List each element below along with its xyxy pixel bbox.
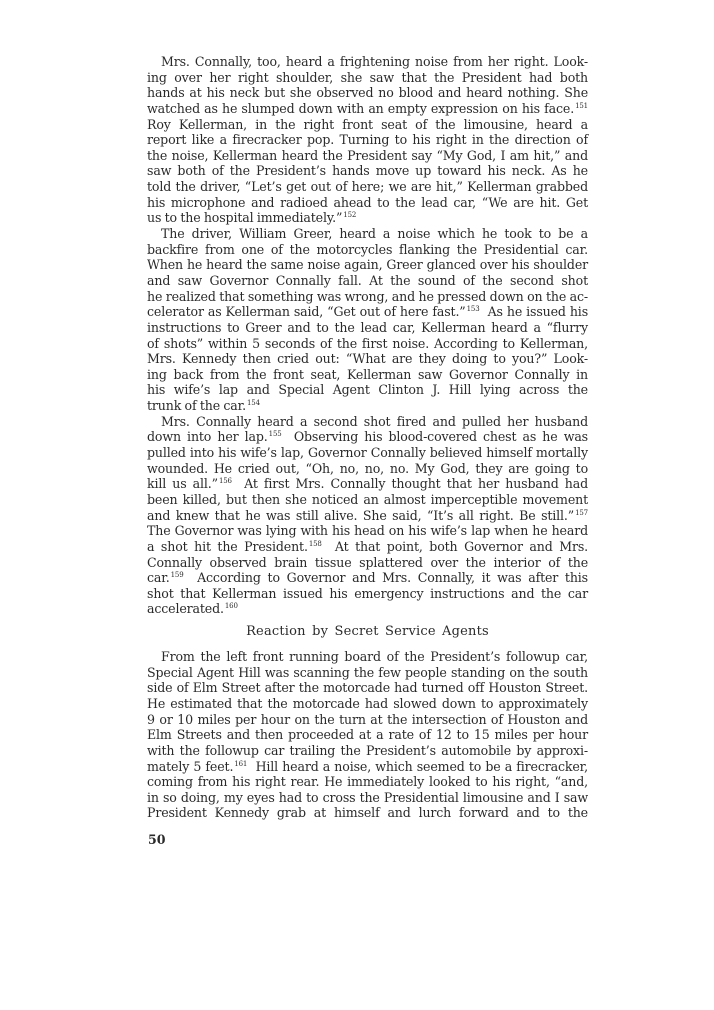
footnote-marker: 156 [218, 477, 232, 486]
text-line: his wife’s lap and Special Agent Clinton J. Hill lying across the [147, 382, 588, 398]
footnote-marker: 153 [466, 305, 480, 314]
text-line: with the followup car trailing the President’s automobile by approxi- [147, 742, 588, 758]
footnote-marker: 160 [224, 602, 238, 611]
paragraph-agent-hill [147, 649, 588, 821]
text-line: a shot hit the President.$^{158}$ At that point, both Governor and Mrs. [147, 538, 588, 554]
text-line: hands at his neck but she observed no blood and heard nothing. She [147, 85, 588, 101]
text-line: wounded. He cried out, “Oh, no, no, no. My God, they are going to [147, 460, 588, 476]
text-line: celerator as Kellerman said, “Get out of here fast.”$^{153}$ As he issued his [147, 304, 589, 320]
text-line: and knew that he was still alive. She said, “It’s all right. Be still.”$^{157}$ [147, 507, 588, 523]
text-line: Connally observed brain tissue splattered over the interior of the [147, 554, 588, 570]
document-page [147, 54, 588, 821]
text-line: and saw Governor Connally fall. At the sound of the second shot [147, 272, 588, 288]
footnote-marker: 154 [246, 399, 260, 408]
text-line: car.$^{159}$ According to Governor and Mrs. Connally, it was after this [147, 570, 588, 586]
text-line: instructions to Greer and to the lead car, Kellerman heard a “flurry [147, 319, 588, 335]
text-line: The driver, William Greer, heard a noise which he took to be a [161, 226, 588, 242]
footnote-marker: 159 [170, 571, 184, 580]
text-line: ing over her right shoulder, she saw that the President had both [147, 69, 588, 85]
paragraph-mrs-connally [147, 54, 588, 226]
text-line: Elm Streets and then proceeded at a rate of 12 to 15 miles per hour [147, 727, 588, 743]
text-line: of shots” within 5 seconds of the first noise. According to Kellerman, [147, 335, 588, 351]
text-line: From the left front running board of the President’s followup car, [161, 649, 588, 665]
footnote-marker: 157 [575, 508, 588, 517]
text-line: Roy Kellerman, in the right front seat of the limousine, heard a [147, 116, 588, 132]
text-line: report like a firecracker pop. Turning to his right in the direction of [147, 132, 588, 148]
text-line: side of Elm Street after the motorcade had turned off Houston Street. [147, 680, 588, 696]
text-line: 9 or 10 miles per hour on the turn at the intersection of Houston and [147, 711, 588, 727]
text-line: he realized that something was wrong, and he pressed down on the ac- [147, 288, 588, 304]
text-line: mately 5 feet.$^{161}$ Hill heard a noise, which seemed to be a firecracker, [147, 758, 588, 774]
paragraph-driver-greer [147, 226, 588, 414]
text-line: kill us all.”$^{156}$ At first Mrs. Connally thought that her husband had [147, 476, 589, 492]
footnote-marker: 161 [234, 759, 248, 768]
section-heading: Reaction by Secret Service Agents [246, 624, 489, 640]
text-line: pulled into his wife’s lap, Governor Connally believed himself mortally [147, 445, 588, 461]
text-line: Special Agent Hill was scanning the few people standing on the south [147, 664, 588, 680]
footnote-marker: 155 [268, 430, 282, 439]
text-line: coming from his right rear. He immediately looked to his right, “and, [147, 774, 588, 790]
text-line: been killed, but then she noticed an almost imperceptible movement [147, 491, 588, 507]
text-line: accelerated.$^{160}$ [147, 601, 238, 617]
text-line: Mrs. Connally heard a second shot fired and pulled her husband [161, 413, 588, 429]
text-line: us to the hospital immediately.”$^{152}$ [147, 210, 357, 226]
text-line: The Governor was lying with his head on his wife’s lap when he heard [147, 523, 588, 539]
text-line: Mrs. Connally, too, heard a frightening noise from her right. Look- [161, 54, 588, 69]
text-line: watched as he slumped down with an empty expression on his face.$^{151}$ [147, 100, 588, 116]
text-line: trunk of the car.$^{154}$ [147, 398, 260, 414]
text-line: his microphone and radioed ahead to the lead car, “We are hit. Get [147, 194, 588, 210]
text-line: down into her lap.$^{155}$ Observing his blood-covered chest as he was [147, 429, 588, 445]
text-line: When he heard the same noise again, Greer glanced over his shoulder [147, 257, 588, 273]
text-line: President Kennedy grab at himself and lurch forward and to the [147, 805, 588, 821]
text-line: backfire from one of the motorcycles flanking the Presidential car. [147, 241, 588, 257]
text-line: in so doing, my eyes had to cross the Presidential limousine and I saw [147, 789, 588, 805]
text-line: saw both of the President’s hands move up toward his neck. As he [147, 163, 588, 179]
text-line: Mrs. Kennedy then cried out: “What are they doing to you?” Look- [147, 351, 588, 367]
footnote-marker: 151 [575, 101, 588, 110]
footnote-marker: 158 [308, 539, 322, 548]
footnote-marker: 152 [343, 211, 357, 220]
text-line: told the driver, “Let’s get out of here; we are hit,” Kellerman grabbed [147, 179, 588, 195]
text-line: He estimated that the motorcade had slowed down to approximately [147, 695, 588, 711]
paragraph-second-shot [147, 414, 588, 617]
text-line: ing back from the front seat, Kellerman saw Governor Connally in [147, 366, 588, 382]
text-line: the noise, Kellerman heard the President say “My God, I am hit,” and [147, 147, 588, 163]
page-number: 50 [148, 832, 166, 847]
text-line: shot that Kellerman issued his emergency instructions and the car [147, 585, 588, 601]
